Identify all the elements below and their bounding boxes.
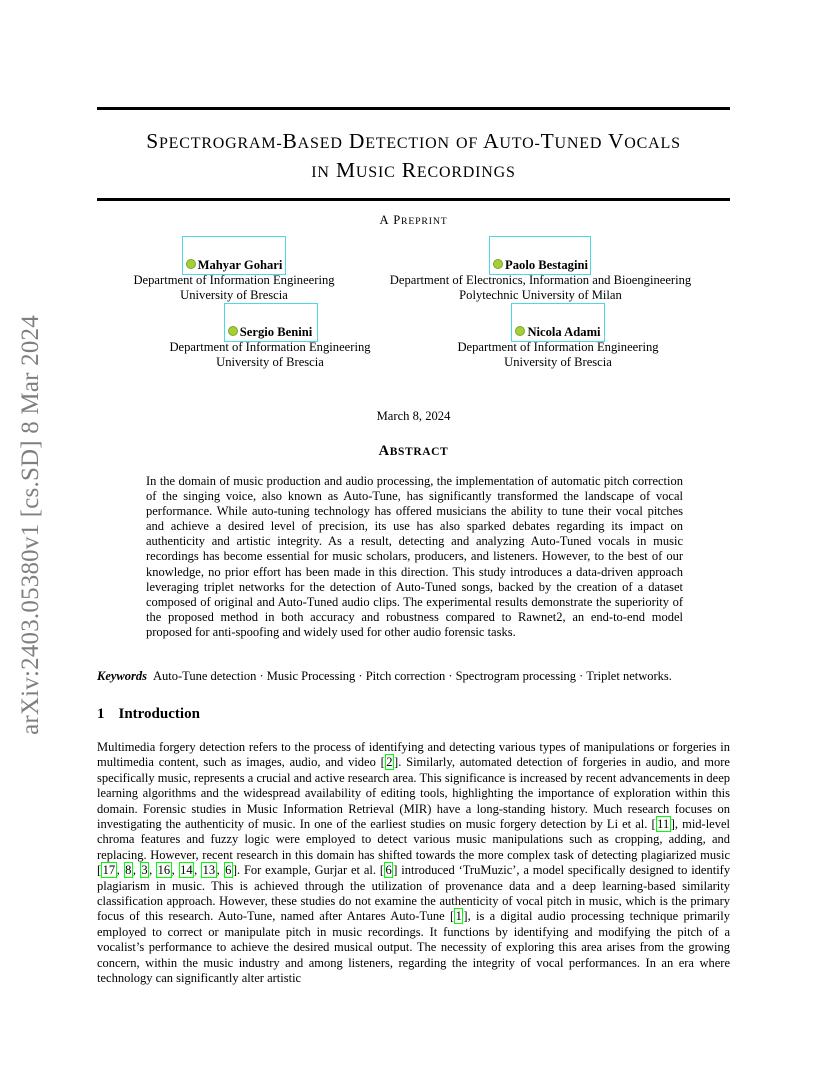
section-number: 1	[97, 706, 105, 722]
keywords-label: Keywords	[97, 669, 147, 683]
citation-link[interactable]: 1	[455, 909, 462, 924]
citation-link[interactable]: 6	[225, 863, 232, 878]
citation-group: 17 , 8 , 3 , 16 , 14 , 13 , 6	[102, 863, 232, 878]
intro-text: . Similarly, automated detection of forgeries in audio, and more specifically music, represents a crucial and active research area. This significance is increased by recent advancements in deep learning algorithms and the widespread availability of editing tools, highlighting the importance of exploration within this domain. Forensic studies in Music Information Retrieval (MIR) have a long-standing history. Much research focuses on investigating the authenticity of music. In one of the earliest studies on music forgery detection by Li et al.	[97, 755, 730, 832]
keywords-text: Auto-Tune detection · Music Processing · Pitch correction · Spectrogram processing · Triplet networks.	[153, 669, 672, 683]
author-department: Department of Information Engineering	[133, 273, 335, 287]
author-block	[438, 325, 678, 370]
publication-date: March 8, 2024	[376, 409, 451, 423]
author-name: Mahyar Gohari	[197, 258, 283, 272]
author-institution: University of Brescia	[216, 355, 324, 369]
author-name: Nicola Adami	[527, 325, 601, 339]
orcid-icon[interactable]	[515, 326, 525, 336]
author-department: Department of Information Engineering	[169, 340, 371, 354]
orcid-icon[interactable]	[186, 259, 196, 269]
citation-link[interactable]: 14	[180, 863, 193, 878]
arxiv-sidebar	[6, 290, 56, 760]
intro-text: Multimedia forgery detection refers to the process of identifying and detecting various types of manipulations or forgeries in multimedia content, such as images, audio, and video	[97, 740, 730, 770]
author-department: Department of Electronics, Information and Bioengineering	[389, 273, 692, 287]
citation-link[interactable]: 11	[657, 817, 670, 832]
title-bottom-rule	[97, 198, 730, 201]
abstract-text: In the domain of music production and audio processing, the implementation of automatic pitch correction of the singing voice, also known as Auto-Tune, has significantly transformed the landscape of vocal performance. While auto-tuning technology has offered musicians the ability to tune their vocal pitches and achieve a desired level of precision, its use has also sparked debates regarding its impact on authenticity and artistic integrity. As a result, detecting and analyzing Auto-Tuned vocals in music recordings has become essential for music scholars, producers, and listeners. However, to the best of our knowledge, no prior effort has been made in this direction. This study introduces a data-driven approach leveraging triplet networks for the detection of Auto-Tuned songs, backed by the creation of a dataset composed of original and Auto-Tuned audio clips. The experimental results demonstrate the superiority of the proposed method in both accuracy and robustness compared to Rawnet2, an end-to-end model proposed for anti-spoofing and widely used for other audio forensic tasks.	[146, 474, 683, 639]
section-title: Introduction	[118, 706, 200, 722]
abstract-heading: ABSTRACT	[378, 443, 449, 459]
intro-text: , mid-level chroma features and fuzzy logic were employed to detect various music manipulations such as cropping, adding, and replacing. However, recent research in this domain has shifted towards the more complex task of detecting plagiarized music	[97, 817, 730, 862]
paper-title	[97, 128, 730, 186]
author-name: Paolo Bestagini	[505, 258, 588, 272]
author-institution: University of Brescia	[504, 355, 612, 369]
section-heading	[97, 706, 200, 723]
orcid-icon[interactable]	[228, 326, 238, 336]
citation-link[interactable]: 17	[102, 863, 116, 878]
keywords-line	[97, 669, 730, 684]
author-block	[114, 258, 354, 303]
arxiv-identifier[interactable]: arXiv:2403.05380v1 [cs.SD] 8 Mar 2024	[17, 315, 44, 735]
orcid-icon[interactable]	[493, 259, 503, 269]
author-department: Department of Information Engineering	[457, 340, 659, 354]
citation-link[interactable]: 2	[386, 755, 393, 770]
citation-link[interactable]: 13	[202, 863, 216, 878]
title-line-2: IN MUSIC RECORDINGS	[311, 158, 516, 182]
citation-link[interactable]: 8	[125, 863, 132, 878]
author-block	[373, 258, 708, 303]
title-line-1: SPECTROGRAM-BASED DETECTION OF AUTO-TUNED VOCALS	[146, 129, 681, 153]
author-block	[150, 325, 390, 370]
preprint-label: A PREPRINT	[379, 213, 448, 227]
introduction-paragraph: Multimedia forgery detection refers to the process of identifying and detecting various types of manipulations or forgeries in multimedia content, such as images, audio, and video [ 2 ]. Similarly, automated detection of forgeries in audio, and more specifically music, represents a crucial and active research area. This significance is increased by recent advancements in deep learning algorithms and the widespread availability of editing tools, highlighting the importance of exploration within this domain. Forensic studies in Music Information Retrieval (MIR) have a long-standing history. Much research focuses on investigating the authenticity of music. In one of the earliest studies on music forgery detection by Li et al. [ 11 ], mid-level chroma features and fuzzy logic were employed to detect various music manipulations such as cropping, adding, and replacing. However, recent research in this domain has shifted towards the more complex task of detecting plagiarized music [ 17 , 8 , 3 , 16 , 14 , 13 , 6 ]. For example, Gurjar et al. [ 6 ] introduced ‘TruMuzic’, a model specifically designed to identify plagiarism in music. This is achieved through the utilization of provenance data and a deep learning-based similarity classification approach. However, these studies do not examine the authenticity of vocal pitch in music, which is the primary focus of this research. Auto-Tune, named after Antares Auto-Tune [ 1 ], is a digital audio processing technique primarily employed to correct or manipulate pitch in music recordings. It functions by identifying and modifying the pitch of a vocalist’s performance to achieve the desired musical output. The necessity of exploring this area arises from the growing concern, within the music industry and among listeners, regarding the integrity of vocal performances. In an era where technology can significantly alter artistic	[97, 740, 731, 986]
author-institution: University of Brescia	[180, 288, 288, 302]
citation-link[interactable]: 3	[141, 863, 148, 878]
author-institution: Polytechnic University of Milan	[459, 288, 622, 302]
citation-link[interactable]: 16	[157, 863, 171, 878]
intro-text: introduced ‘TruMuzic’, a model specifically designed to identify plagiarism in music. This is achieved through the utilization of provenance data and a deep learning-based similarity classification approach. However, these studies do not examine the authenticity of vocal pitch in music, which is the primary focus of this research. Auto-Tune, named after Antares Auto-Tune	[97, 863, 731, 924]
author-name: Sergio Benini	[239, 325, 313, 339]
title-top-rule	[97, 107, 730, 110]
intro-text: , is a digital audio processing technique primarily employed to correct or manipulate pitch in music recordings. It functions by identifying and modifying the pitch of a vocalist’s performance to achieve the desired musical output. The necessity of exploring this area arises from the growing concern, within the music industry and among listeners, regarding the integrity of vocal performances. In an era where technology can significantly alter artistic	[97, 909, 730, 986]
citation-link[interactable]: 6	[385, 863, 392, 878]
intro-text: . For example, Gurjar et al.	[237, 863, 380, 878]
